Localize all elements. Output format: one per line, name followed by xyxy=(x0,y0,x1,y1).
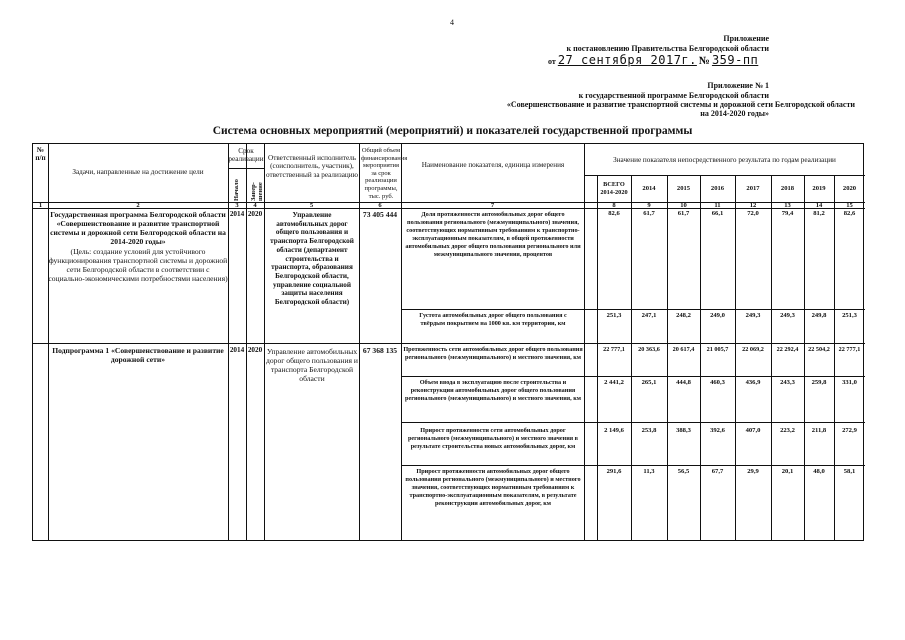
indicator-name: Доля протяженности автомобильных дорог общего пользования регионального (межмуниципального) значения, соответствующих нормативным требованиям к транспортно-эксплуатационным показателям, в общей протяженности автомобильных дорог общего пользования регионального или межмуниципального значения, процентов xyxy=(405,211,581,259)
header-year-2016: 2016 xyxy=(710,185,725,192)
indicator-value: 79,4 xyxy=(781,210,794,217)
indicator-value: 22 777,1 xyxy=(838,346,861,353)
indicator-value: 249,0 xyxy=(710,312,725,319)
header-executor: Ответственный исполнитель (соисполнитель, участник), ответственный за реализацию xyxy=(266,154,358,179)
header-tasks: Задачи, направленные на достижение цели xyxy=(72,168,204,176)
header-indicator-name: Наименование показателя, единица измерения xyxy=(421,161,565,169)
indicator-value: 460,3 xyxy=(710,379,725,386)
indicator-value: 272,9 xyxy=(842,427,857,434)
col-number: 11 xyxy=(714,202,721,209)
indicator-value: 29,9 xyxy=(747,468,759,475)
subprogram-end-year: 2020 xyxy=(247,346,263,354)
appendix-title: Приложение xyxy=(723,34,769,43)
col-number: 6 xyxy=(378,202,382,209)
indicator-value: 331,0 xyxy=(842,379,857,386)
header-year-2014: 2014 xyxy=(642,185,656,192)
indicator-value: 22 292,4 xyxy=(776,346,799,353)
appendix1-line3: на 2014-2020 годы» xyxy=(700,109,769,118)
indicator-value: 61,7 xyxy=(677,210,690,217)
indicator-value: 251,3 xyxy=(842,312,857,319)
program-start-year: 2014 xyxy=(229,210,245,218)
indicator-name: Густота автомобильных дорог общего пользования с твёрдым покрытием на 1000 кв. км территории, км xyxy=(419,312,567,328)
col-number: 2 xyxy=(136,202,140,209)
indicator-value: 291,6 xyxy=(606,468,622,475)
program-end-year: 2020 xyxy=(247,210,263,218)
program-title: Государственная программа Белгородской области «Совершенствование и развитие транспортной системы и дорожной сети Белгородской области на 2014-2020 годы» xyxy=(50,210,226,246)
appendix1-line2: «Совершенствование и развитие транспортной системы и дорожной сети Белгородской области xyxy=(506,100,855,109)
appendix1-title: Приложение № 1 xyxy=(707,81,769,90)
program-goal: (Цель: создание условий для устойчивого функционирования транспортной системы и дорожной сети Белгородской области в соответствии с социально-экономическими потребностями населения) xyxy=(48,247,228,283)
header-end: Завер-шение xyxy=(250,182,264,201)
header-year-2015: 2015 xyxy=(676,185,691,192)
appendix-reference: к постановлению Правительства Белгородской области xyxy=(566,44,769,53)
decree-number: 359-пп xyxy=(711,53,759,67)
appendix1-line1: к государственной программе Белгородской области xyxy=(578,91,769,100)
indicator-value: 2 149,6 xyxy=(604,427,624,434)
indicator-value: 243,3 xyxy=(780,379,795,386)
indicator-value: 248,2 xyxy=(676,312,691,319)
header-total: ВСЕГО 2014-2020 xyxy=(600,181,628,196)
indicator-value: 388,3 xyxy=(676,427,691,434)
indicator-value: 22 777,1 xyxy=(603,346,625,353)
indicator-value: 444,8 xyxy=(676,379,691,386)
indicator-value: 72,0 xyxy=(747,210,759,217)
indicator-value: 436,9 xyxy=(745,379,761,386)
indicator-value: 82,6 xyxy=(843,210,856,217)
header-term: Срок реализации xyxy=(228,147,264,164)
indicator-value: 20,1 xyxy=(781,468,794,475)
indicator-name: Прирост протяженности автомобильных дорог общего пользования регионального (межмуниципального) и местного значения, соответствующих нормативным требованиям к транспортно-эксплуатационным показателям, в результате реконструкции автомобильных дорог, км xyxy=(405,468,581,508)
col-number: 4 xyxy=(253,202,257,209)
indicator-name: Протяженность сети автомобильных дорог общего пользования регионального (межмуниципального) и местного значения, км xyxy=(403,346,583,362)
indicator-value: 20 617,4 xyxy=(672,346,695,353)
header-number: № п/п xyxy=(35,146,46,163)
col-number: 13 xyxy=(784,202,791,209)
col-number: 14 xyxy=(815,202,823,209)
indicator-value: 223,2 xyxy=(780,427,795,434)
indicator-value: 259,8 xyxy=(811,379,827,386)
indicator-value: 61,7 xyxy=(643,210,655,217)
indicator-value: 67,7 xyxy=(711,468,724,475)
header-year-2019: 2019 xyxy=(812,185,826,192)
header-funding: Общий объем финансирования мероприятия за срок реализации программы, тыс. руб. xyxy=(361,147,408,200)
indicator-name: Объем ввода в эксплуатацию после строительства и реконструкции автомобильных дорог общего пользования регионального (межмуниципального) и местного значения, км xyxy=(405,379,581,403)
indicator-value: 392,6 xyxy=(710,427,725,434)
indicator-value: 58,1 xyxy=(843,468,856,475)
indicator-value: 56,5 xyxy=(677,468,690,475)
header-start: Начало xyxy=(233,179,240,201)
indicator-value: 21 005,7 xyxy=(706,346,729,353)
col-number: 9 xyxy=(647,202,651,209)
indicator-value: 20 363,6 xyxy=(638,346,660,353)
indicator-value: 249,3 xyxy=(745,312,761,319)
header-year-2018: 2018 xyxy=(780,185,795,192)
indicator-value: 81,2 xyxy=(813,210,825,217)
col-number: 12 xyxy=(749,202,757,209)
col-number: 8 xyxy=(612,202,616,209)
indicator-value: 11,3 xyxy=(643,468,655,475)
header-year-2020: 2020 xyxy=(842,185,857,192)
indicator-value: 48,0 xyxy=(813,468,825,475)
col-number: 1 xyxy=(38,202,43,209)
col-number: 10 xyxy=(680,202,687,209)
col-number: 7 xyxy=(490,202,495,209)
indicator-name: Прирост протяженности сети автомобильных дорог регионального (межмуниципального) и местного значения в результате строительства новых автомобильных дорог, км xyxy=(407,427,578,451)
indicator-value: 211,8 xyxy=(811,427,827,434)
indicator-value: 22 504,2 xyxy=(808,346,830,353)
page-number: 4 xyxy=(450,18,454,27)
subprogram-executor: Управление автомобильных дорог общего пользования и транспорта Белгородской области xyxy=(266,347,358,383)
col-number: 5 xyxy=(309,202,314,209)
program-funding: 73 405 444 xyxy=(362,210,398,219)
decree-date: 27 сентября 2017г. xyxy=(557,53,697,67)
indicator-value: 249,3 xyxy=(780,312,795,319)
decree-date-line xyxy=(548,53,758,67)
subprogram-title: Подпрограмма 1 «Совершенствование и развитие дорожной сети» xyxy=(52,346,224,364)
indicator-value: 251,3 xyxy=(606,312,622,319)
indicators-table xyxy=(32,143,864,541)
col-number: 15 xyxy=(846,202,853,209)
number-prefix: № xyxy=(698,55,710,67)
indicator-value: 265,1 xyxy=(641,379,657,386)
indicator-value: 66,1 xyxy=(711,210,724,217)
indicator-value: 253,8 xyxy=(641,427,657,434)
indicator-value: 249,8 xyxy=(811,312,827,319)
indicator-value: 22 069,2 xyxy=(742,346,764,353)
indicator-value: 2 441,2 xyxy=(604,379,624,386)
indicator-value: 407,0 xyxy=(745,427,761,434)
subprogram-funding: 67 368 135 xyxy=(362,346,398,355)
program-executor: Управление автомобильных дорог общего пользования и транспорта Белгородской области (департамент строительства и транспорта, образования Белгородской области, управление социальной защиты населения Белгородской области) xyxy=(270,211,354,307)
col-number: 3 xyxy=(235,202,239,209)
subprogram-start-year: 2014 xyxy=(229,346,245,354)
document-title: Система основных мероприятий (мероприятий) и показателей государственной программы xyxy=(212,125,693,137)
indicator-value: 247,1 xyxy=(641,312,657,319)
header-year-2017: 2017 xyxy=(746,185,760,192)
header-values-group: Значение показателя непосредственного результата по годам реализации xyxy=(613,156,836,164)
date-prefix: от xyxy=(548,57,556,66)
indicator-value: 82,6 xyxy=(608,210,620,217)
